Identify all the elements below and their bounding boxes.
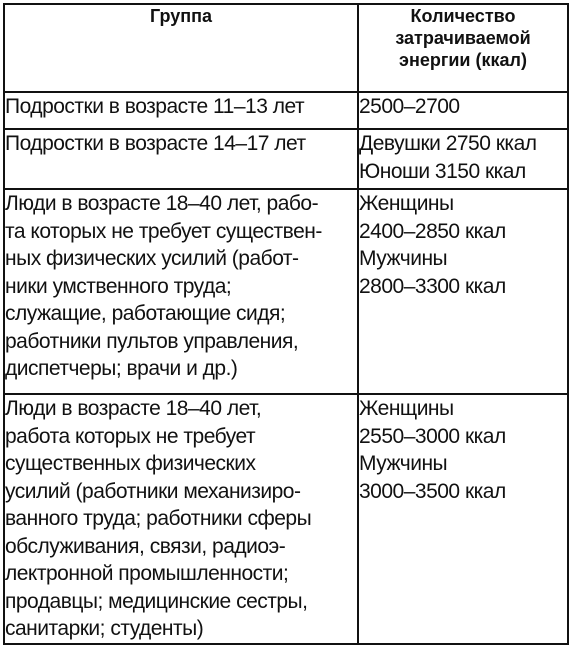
header-row bbox=[4, 4, 568, 92]
energy-table bbox=[3, 3, 569, 645]
energy-text-line: 3000–3500 ккал bbox=[359, 479, 506, 503]
group-cell bbox=[4, 189, 358, 394]
group-text-line: диспетчеры; врачи и др.) bbox=[5, 357, 238, 380]
table-row bbox=[4, 189, 568, 394]
group-text-line: санитарки; студенты) bbox=[5, 617, 204, 640]
table-row bbox=[4, 92, 568, 129]
header-energy bbox=[358, 4, 568, 92]
header-group bbox=[4, 4, 358, 92]
group-text-line: Люди в возрасте 18–40 лет, bbox=[5, 397, 262, 420]
header-energy-line: энергии (ккал) bbox=[399, 50, 527, 70]
energy-cell bbox=[358, 189, 568, 394]
energy-cell bbox=[358, 92, 568, 129]
group-text-line: Люди в возрасте 18–40 лет, рабо- bbox=[5, 192, 319, 215]
table-row bbox=[4, 394, 568, 644]
energy-text-line: 2800–3300 ккал bbox=[359, 274, 506, 298]
group-text-line: усилий (работники механизиро- bbox=[5, 479, 301, 503]
group-text-line: продавцы; медицинские сестры, bbox=[5, 589, 308, 613]
header-group-label: Группа bbox=[149, 6, 213, 26]
group-text-line: лектронной промышленности; bbox=[5, 562, 289, 585]
energy-text-line: Юноши 3150 ккал bbox=[359, 159, 526, 183]
header-energy-line: Количество bbox=[410, 6, 516, 26]
group-cell bbox=[4, 92, 358, 129]
group-text-line: ники умственного труда; bbox=[5, 274, 232, 298]
energy-cell bbox=[358, 129, 568, 189]
energy-text-line: 2550–3000 ккал bbox=[359, 424, 506, 448]
energy-text-line: 2500–2700 bbox=[359, 95, 460, 118]
group-text-line: работа которых не требует bbox=[5, 424, 256, 448]
energy-text-line: Женщины bbox=[359, 192, 454, 215]
group-text-line: работники пультов управления, bbox=[5, 329, 299, 353]
group-text-line: обслуживания, связи, радиоэ- bbox=[5, 534, 286, 558]
table-row bbox=[4, 129, 568, 189]
energy-cell bbox=[358, 394, 568, 644]
group-text-line: ванного труда; работники сферы bbox=[5, 507, 312, 530]
header-energy-line: затрачиваемой bbox=[395, 28, 531, 48]
energy-text-line: Женщины bbox=[359, 397, 454, 420]
group-text-line: существенных физических bbox=[5, 452, 256, 475]
group-text-line: ных физических усилий (работ- bbox=[5, 247, 299, 270]
energy-text-line: Мужчины bbox=[359, 452, 448, 475]
energy-text-line: Мужчины bbox=[359, 247, 448, 270]
group-text-line: служащие, работающие сидя; bbox=[5, 302, 286, 325]
group-text-line: та которых не требует существен- bbox=[5, 219, 322, 243]
group-text-line: Подростки в возрасте 11–13 лет bbox=[5, 95, 305, 118]
energy-text-line: 2400–2850 ккал bbox=[359, 219, 506, 243]
group-cell bbox=[4, 394, 358, 644]
group-cell bbox=[4, 129, 358, 189]
group-text-line: Подростки в возрасте 14–17 лет bbox=[5, 132, 306, 155]
energy-text-line: Девушки 2750 ккал bbox=[359, 132, 537, 155]
